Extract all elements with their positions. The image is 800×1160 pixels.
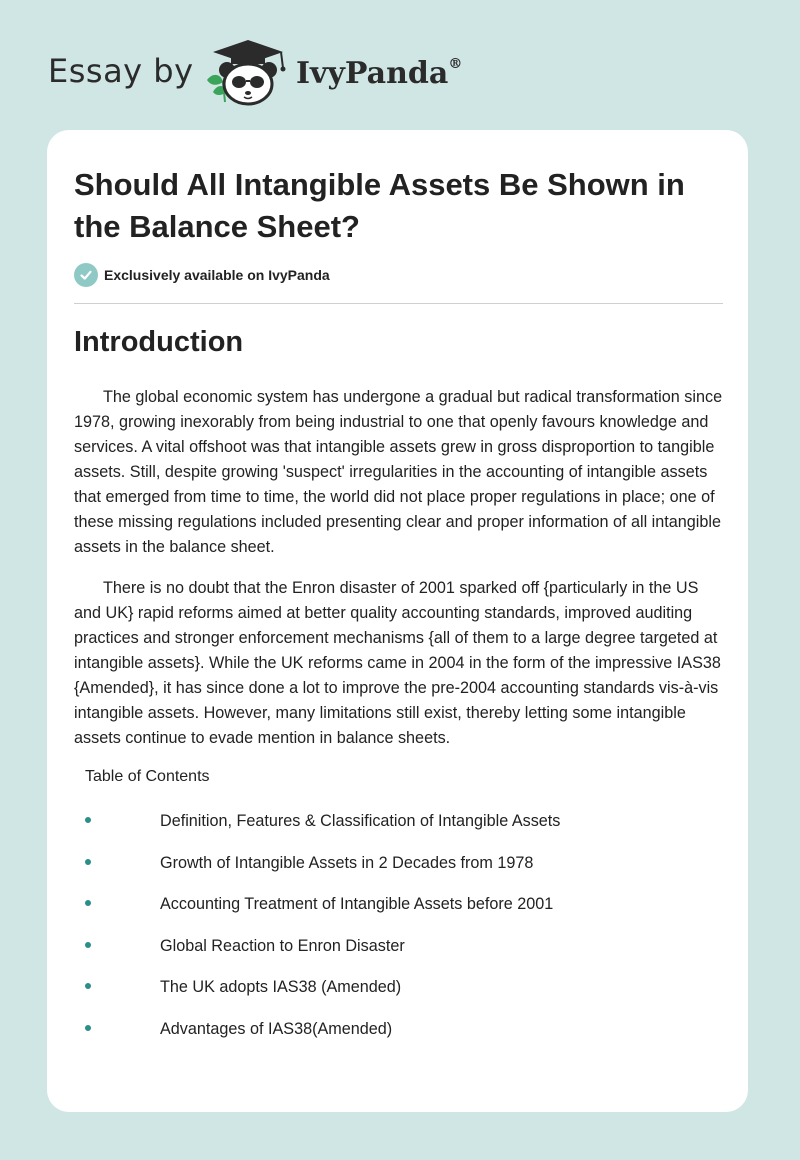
paragraph-2: There is no doubt that the Enron disaster of 2001 sparked off {particularly in the US and UK} rapid reforms aimed at better quality accounting standards, improved auditing practices and stronger enforcement mechanisms {all of them to a large degree targeted at intangible assets}. While the UK reforms came in 2004 in the form of the impressive IAS38 {Amended}, it has since done a lot to improve the pre-2004 accounting standards vis-à-vis intangible assets. However, many limitations still exist, thereby letting some intangible assets continue to evade mention in balance sheets. [74,579,721,747]
toc-item[interactable] [85,891,560,933]
toc-item[interactable] [85,974,560,1016]
toc-item-label[interactable]: Advantages of IAS38(Amended) [160,1019,393,1038]
exclusive-badge [74,263,330,287]
table-of-contents [85,808,560,1058]
toc-item-label[interactable]: Accounting Treatment of Intangible Assets before 2001 [160,895,554,914]
paragraph-1: The global economic system has undergone a gradual but radical transformation since 1978, growing inexorably from being industrial to one that openly favours knowledge and services. A vital offshoot was that intangible assets grew in gross disproportion to tangible assets. Still, despite growing 'suspect' irregularities in the accounting of intangible assets that emerged from time to time, the world did not place proper regulations in place; one of these missing regulations included presenting clear and proper information of all intangible assets in the balance sheet. [74,388,723,556]
essay-title: Should All Intangible Assets Be Shown in the Balance Sheet? [74,167,685,244]
brand-label: IvyPanda [296,56,449,91]
toc-item[interactable] [85,1016,560,1058]
bullet-icon [85,859,91,865]
exclusive-label: Exclusively available on IvyPanda [104,267,330,283]
bullet-icon [85,983,91,989]
toc-item[interactable] [85,808,560,850]
toc-item-label[interactable]: Global Reaction to Enron Disaster [160,936,405,955]
divider [74,303,723,304]
registered-mark: ® [448,56,463,72]
toc-item-label[interactable]: Definition, Features & Classification of Intangible Assets [160,812,561,830]
bullet-icon [85,817,91,823]
essay-card [47,130,748,1112]
check-icon [74,263,98,287]
essay-by-label: Essay by [48,52,194,90]
toc-item[interactable] [85,933,560,975]
bullet-icon [85,1025,91,1031]
brand-name[interactable] [296,56,462,91]
toc-item-label[interactable]: The UK adopts IAS38 (Amended) [160,978,402,997]
site-header [0,0,800,120]
toc-item-label[interactable]: Growth of Intangible Assets in 2 Decades from 1978 [160,853,534,872]
toc-title: Table of Contents [85,768,210,785]
panda-logo-icon[interactable] [203,36,293,108]
section-heading-introduction: Introduction [74,326,244,358]
toc-item[interactable] [85,850,560,892]
bullet-icon [85,942,91,948]
bullet-icon [85,900,91,906]
